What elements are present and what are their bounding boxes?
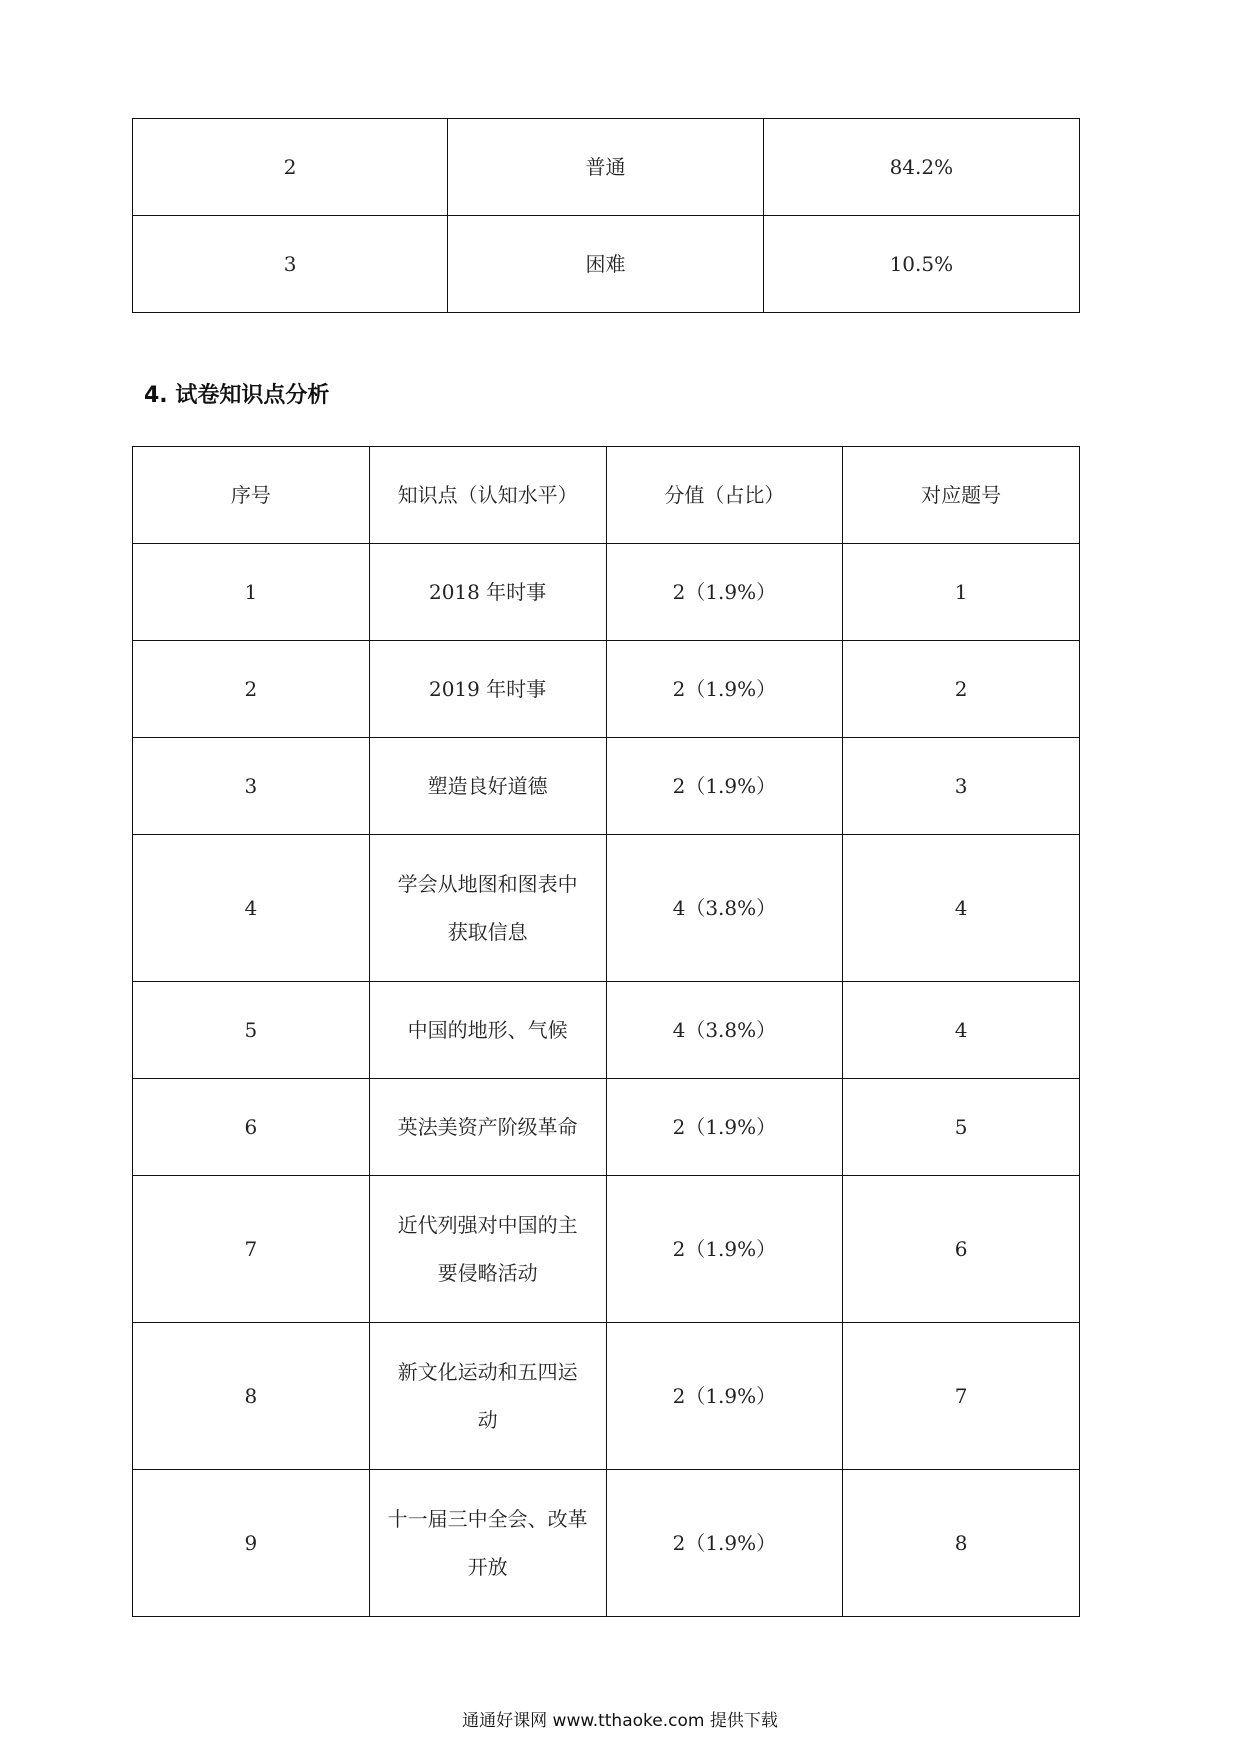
question-number: 3 — [843, 738, 1080, 835]
knowledge-point-line: 开放 — [467, 1555, 508, 1579]
score: 2（1.9%） — [606, 1323, 843, 1470]
knowledge-point-line: 十一届三中全会、改革 — [387, 1507, 588, 1531]
table-row — [133, 982, 1080, 1079]
difficulty-level: 普通 — [448, 119, 763, 216]
table-row — [133, 641, 1080, 738]
question-number: 5 — [843, 1079, 1080, 1176]
section-number: 4. — [144, 383, 168, 408]
table-row — [133, 1176, 1080, 1323]
question-number: 4 — [843, 982, 1080, 1079]
header-score: 分值（占比） — [606, 447, 843, 544]
knowledge-point-line: 要侵略活动 — [437, 1261, 538, 1285]
table-row — [133, 1323, 1080, 1470]
knowledge-point-line: 近代列强对中国的主 — [397, 1213, 578, 1237]
score: 2（1.9%） — [606, 738, 843, 835]
header-knowledge-point: 知识点（认知水平） — [369, 447, 606, 544]
knowledge-point: 英法美资产阶级革命 — [369, 1079, 606, 1176]
row-number: 4 — [133, 835, 370, 982]
question-number: 2 — [843, 641, 1080, 738]
row-number: 6 — [133, 1079, 370, 1176]
header-question: 对应题号 — [843, 447, 1080, 544]
score: 2（1.9%） — [606, 1176, 843, 1323]
score: 2（1.9%） — [606, 1079, 843, 1176]
difficulty-percent: 10.5% — [763, 216, 1079, 313]
difficulty-level: 困难 — [448, 216, 763, 313]
question-number: 1 — [843, 544, 1080, 641]
row-number: 3 — [133, 216, 448, 313]
row-number: 8 — [133, 1323, 370, 1470]
knowledge-point-line: 学会从地图和图表中 — [397, 872, 578, 896]
knowledge-point: 2019 年时事 — [369, 641, 606, 738]
knowledge-point-line: 动 — [477, 1408, 498, 1432]
knowledge-point — [369, 1176, 606, 1323]
row-number: 2 — [133, 641, 370, 738]
knowledge-point — [369, 1470, 606, 1617]
question-number: 6 — [843, 1176, 1080, 1323]
row-number: 5 — [133, 982, 370, 1079]
knowledge-point — [369, 835, 606, 982]
difficulty-table — [132, 118, 1080, 313]
table-row — [133, 1079, 1080, 1176]
table-header-row — [133, 447, 1080, 544]
page-footer: 通通好课网 www.tthaoke.com 提供下载 — [462, 1711, 778, 1731]
table-row — [133, 216, 1080, 313]
score: 2（1.9%） — [606, 1470, 843, 1617]
table-row — [133, 738, 1080, 835]
score: 2（1.9%） — [606, 641, 843, 738]
section-title: 试卷知识点分析 — [175, 383, 330, 408]
row-number: 7 — [133, 1176, 370, 1323]
table-row — [133, 1470, 1080, 1617]
row-number: 9 — [133, 1470, 370, 1617]
row-number: 3 — [133, 738, 370, 835]
knowledge-point: 塑造良好道德 — [369, 738, 606, 835]
row-number: 1 — [133, 544, 370, 641]
section-heading — [144, 378, 329, 409]
row-number: 2 — [133, 119, 448, 216]
table-row — [133, 544, 1080, 641]
difficulty-percent: 84.2% — [763, 119, 1079, 216]
question-number: 8 — [843, 1470, 1080, 1617]
score: 2（1.9%） — [606, 544, 843, 641]
question-number: 4 — [843, 835, 1080, 982]
knowledge-point-line: 获取信息 — [447, 920, 528, 944]
header-number: 序号 — [133, 447, 370, 544]
knowledge-point-table — [132, 446, 1080, 1617]
knowledge-point-line: 新文化运动和五四运 — [397, 1360, 578, 1384]
knowledge-point: 2018 年时事 — [369, 544, 606, 641]
table-row — [133, 119, 1080, 216]
score: 4（3.8%） — [606, 835, 843, 982]
knowledge-point: 中国的地形、气候 — [369, 982, 606, 1079]
table-row — [133, 835, 1080, 982]
knowledge-point — [369, 1323, 606, 1470]
score: 4（3.8%） — [606, 982, 843, 1079]
question-number: 7 — [843, 1323, 1080, 1470]
